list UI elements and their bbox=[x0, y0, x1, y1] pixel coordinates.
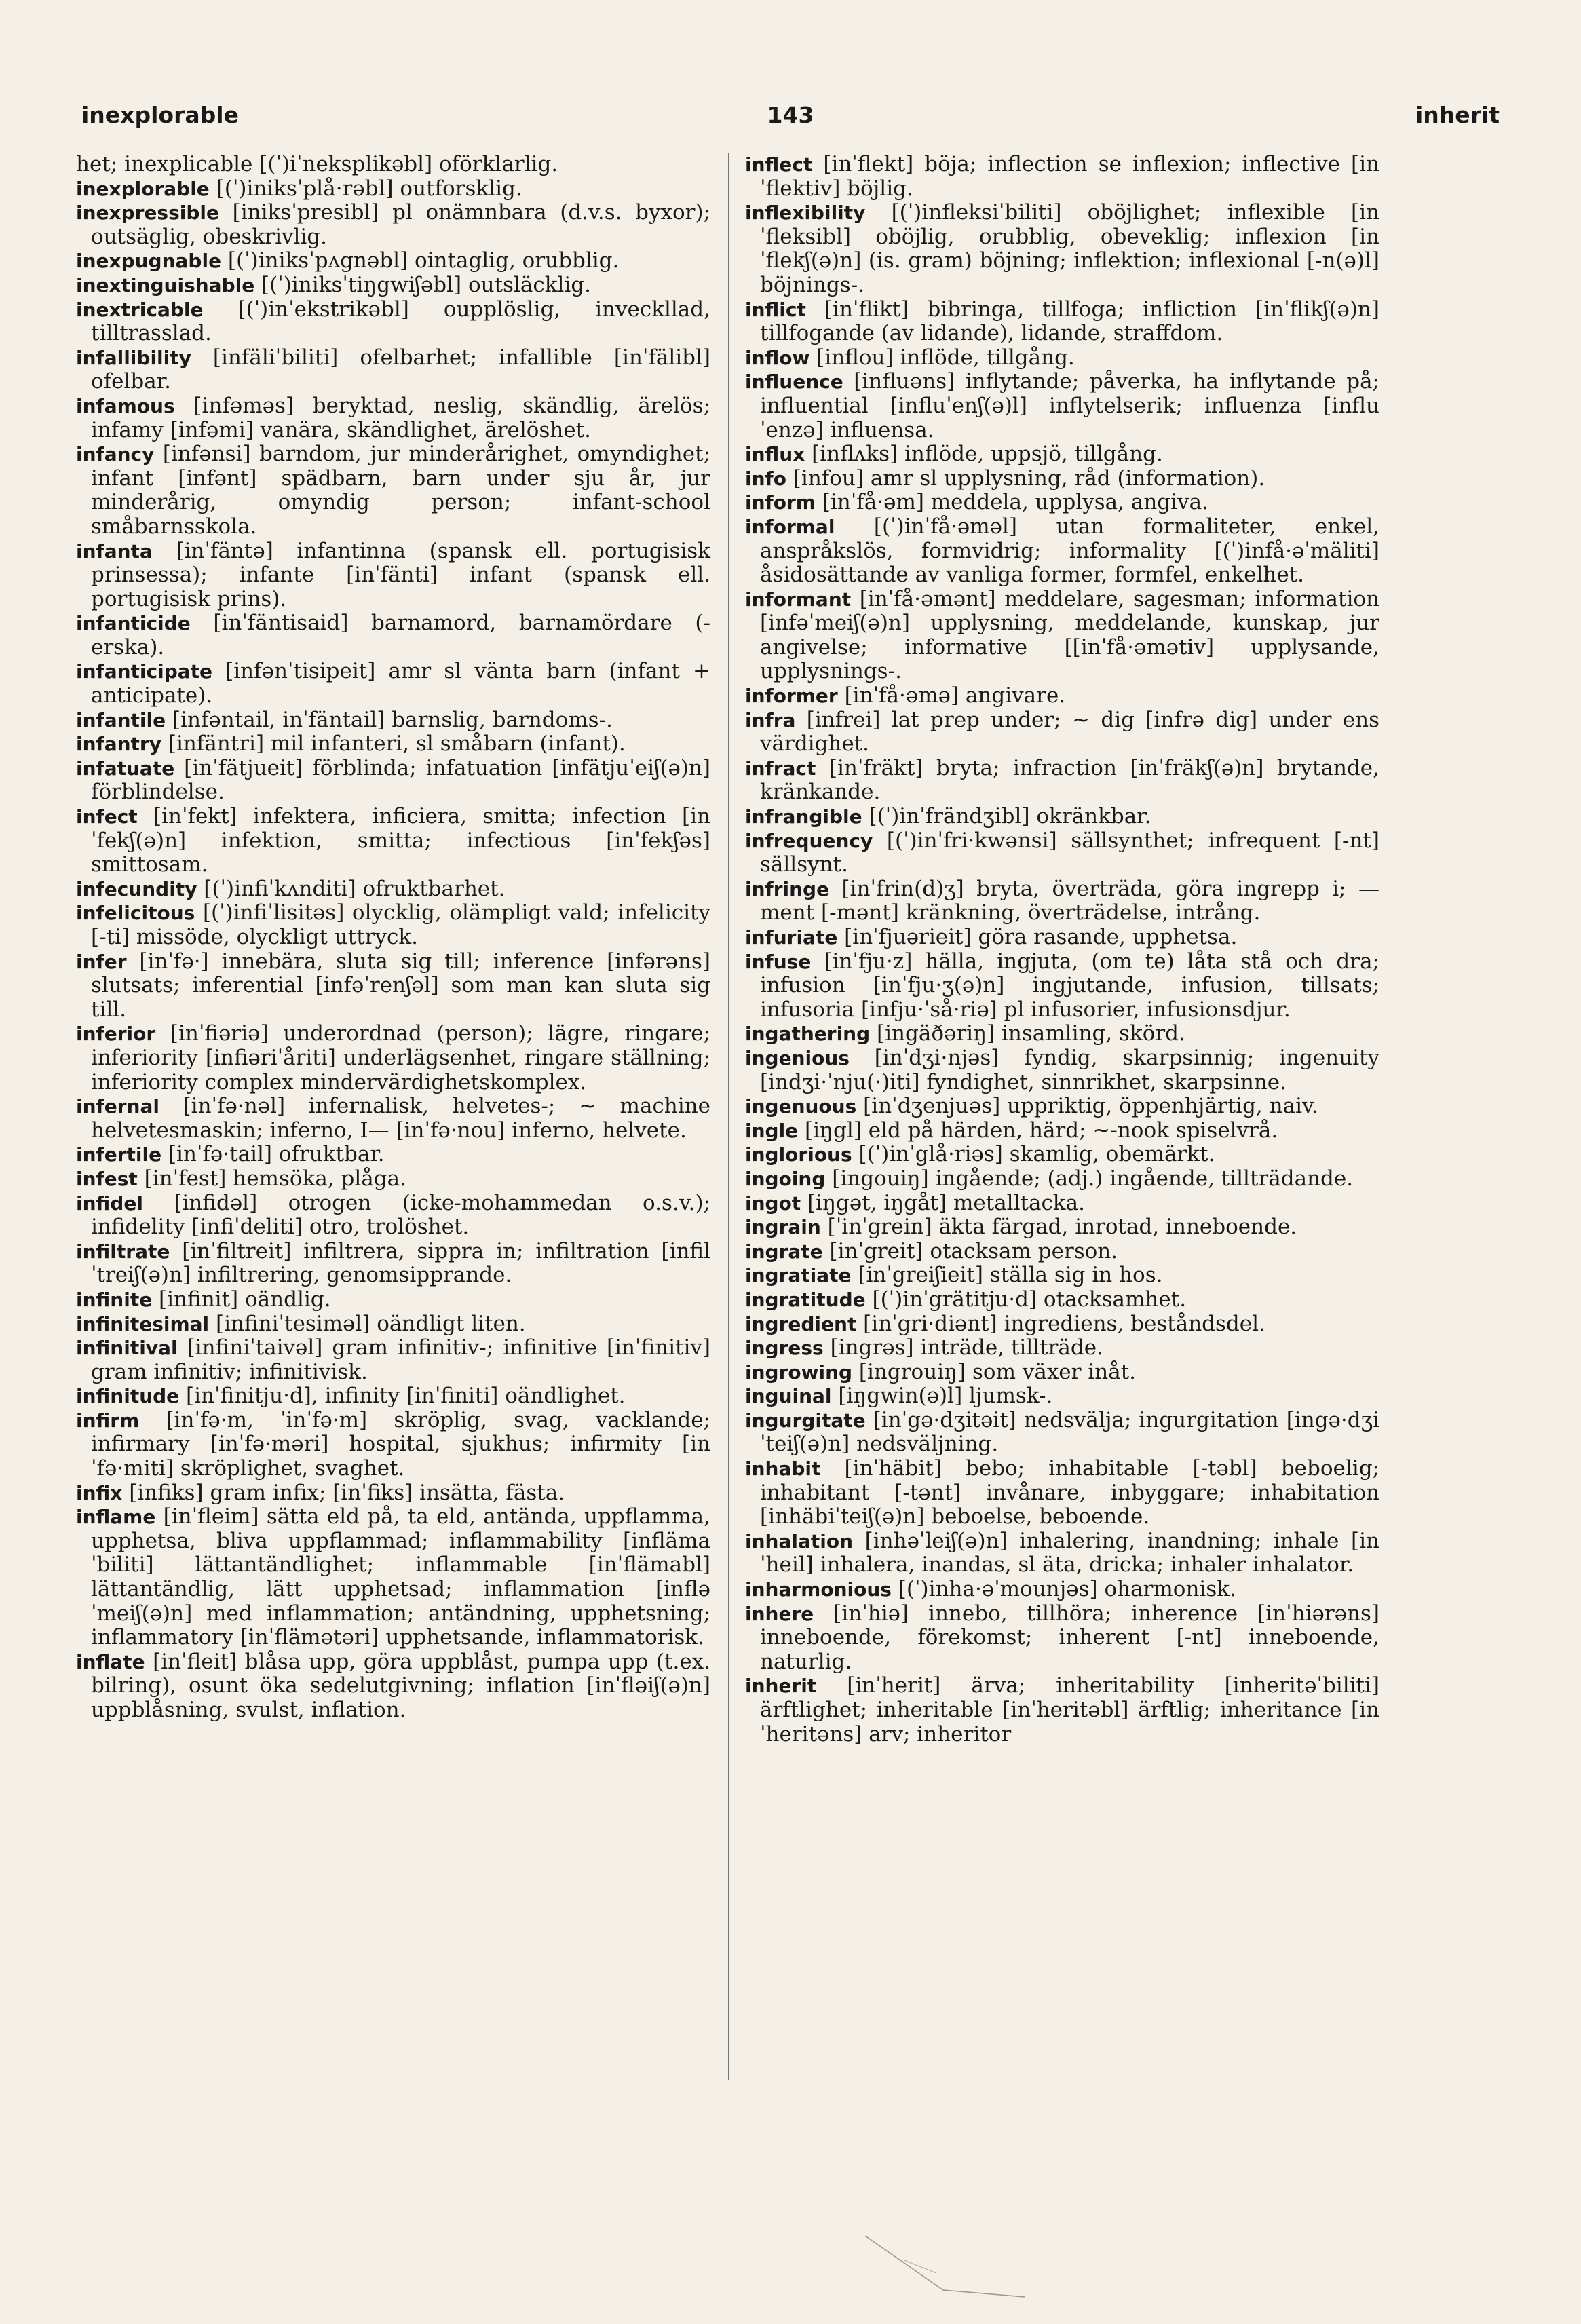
entry-definition: [(ˈ)iniksˈplå·rəbl] outforsklig. bbox=[209, 176, 522, 201]
entry-definition: [inˈfinitju·d], infinity [inˈfiniti] oändlighet. bbox=[179, 1384, 626, 1409]
entry-headword: infinite bbox=[76, 1288, 153, 1311]
entry-definition: [infiniˈtaivəl] gram infinitiv-; infinitive [inˈfinitiv] gram infinitiv; infinitivisk. bbox=[91, 1335, 710, 1384]
dictionary-entry bbox=[76, 153, 710, 177]
entry-headword: infrangible bbox=[745, 805, 862, 828]
entry-headword: ingathering bbox=[745, 1023, 871, 1046]
entry-definition: [inˈgreiʃieit] ställa sig in hos. bbox=[851, 1263, 1163, 1288]
entry-definition: [inˈfiəriə] underordnad (person); lägre, ringare; inferiority [infiəriˈåriti] underlägsenhet, ringare ställning; inferiority complex mindervärdighetskomplex. bbox=[91, 1021, 710, 1094]
entry-headword: infix bbox=[76, 1481, 123, 1504]
entry-headword: infamous bbox=[76, 394, 175, 417]
dictionary-entry bbox=[745, 1457, 1379, 1529]
dictionary-entry bbox=[76, 1022, 710, 1094]
entry-definition: [infou] amr sl upplysning, råd (information). bbox=[786, 465, 1265, 491]
dictionary-entry bbox=[76, 611, 710, 660]
dictionary-entry bbox=[745, 1167, 1379, 1192]
entry-definition: [inˈfə·m, ˈinˈfə·m] skröplig, svag, vacklande; infirmary [inˈfə·məri] hospital, sjukhus; infirmity [inˈfə·miti] skröplighet, svaghet. bbox=[91, 1407, 710, 1481]
dictionary-entry bbox=[745, 877, 1379, 926]
dictionary-entry bbox=[745, 1384, 1379, 1409]
entry-headword: inhalation bbox=[745, 1529, 854, 1552]
dictionary-entry bbox=[76, 950, 710, 1023]
entry-headword: informant bbox=[745, 588, 852, 611]
dictionary-entry bbox=[745, 467, 1379, 491]
right-column bbox=[745, 153, 1379, 1747]
dictionary-entry bbox=[745, 298, 1379, 346]
entry-headword: ingenious bbox=[745, 1046, 850, 1069]
dictionary-entry bbox=[76, 708, 710, 733]
entry-headword: infernal bbox=[76, 1095, 159, 1118]
dictionary-entry bbox=[745, 1119, 1379, 1143]
entry-headword: inherit bbox=[745, 1675, 817, 1698]
entry-headword: ingot bbox=[745, 1192, 801, 1215]
entry-definition: [inˈfekt] infektera, inficiera, smitta; infection [inˈfekʃ(ə)n] infektion, smitta; infectious [inˈfekʃəs] smittosam. bbox=[91, 804, 710, 877]
entry-definition: [inˈherit] ärva; inheritability [inheritəˈbiliti] ärftlighet; inheritable [inˈheritəbl] ärftlig; inheritance [inˈheritəns] arv; inheritor bbox=[760, 1673, 1379, 1747]
dictionary-entry bbox=[745, 442, 1379, 467]
dictionary-entry bbox=[745, 1094, 1379, 1119]
dictionary-entry bbox=[745, 1336, 1379, 1360]
column-divider bbox=[728, 153, 729, 2080]
entry-definition: [inˈfrin(d)ʒ] bryta, överträda, göra ingrepp i; —ment [-mənt] kränkning, överträdelse, intrång. bbox=[760, 876, 1379, 926]
dictionary-entry bbox=[745, 757, 1379, 805]
dictionary-entry bbox=[76, 1505, 710, 1650]
entry-definition: [inˈfå·əmə] angivare. bbox=[837, 683, 1066, 708]
entry-headword: inextinguishable bbox=[76, 273, 255, 297]
pencil-mark bbox=[862, 2232, 1031, 2300]
entry-headword: infancy bbox=[76, 443, 155, 466]
dictionary-entry bbox=[745, 153, 1379, 201]
dictionary-entry bbox=[76, 877, 710, 902]
entry-headword: inexpressible bbox=[76, 202, 219, 225]
entry-definition: [(ˈ)iniksˈpʌgnəbl] ointaglig, orubblig. bbox=[221, 248, 620, 273]
entry-headword: inflate bbox=[76, 1650, 145, 1673]
dictionary-entry bbox=[76, 298, 710, 346]
entry-definition: [inˈgə·dʒitəit] nedsvälja; ingurgitation [ingə·dʒiˈteiʃ(ə)n] nedsväljning. bbox=[760, 1407, 1379, 1457]
entry-definition: [(ˈ)inˈgrätitju·d] otacksamhet. bbox=[865, 1287, 1187, 1312]
entry-definition: [(ˈ)inˈfrändʒibl] okränkbar. bbox=[862, 804, 1151, 829]
entry-headword: infuse bbox=[745, 950, 812, 973]
entry-headword: inguinal bbox=[745, 1385, 832, 1408]
entry-definition: [inˈfə·] innebära, sluta sig till; inference [infərəns] slutsats; inferential [infəˈrenʃəl] som man kan sluta sig till. bbox=[91, 949, 710, 1022]
entry-definition: [infənˈtisipeit] amr sl vänta barn (infant + anticipate). bbox=[91, 659, 710, 708]
entry-definition: [infəntail, inˈfäntail] barnslig, barndoms-. bbox=[166, 707, 613, 732]
entry-headword: infertile bbox=[76, 1143, 162, 1166]
dictionary-entry bbox=[76, 1167, 710, 1192]
entry-headword: inform bbox=[745, 491, 816, 514]
entry-definition: [infäliˈbiliti] ofelbarhet; infallible [inˈfälibl] ofelbar. bbox=[91, 345, 710, 394]
entry-headword: ingle bbox=[745, 1119, 799, 1142]
entry-headword: inhabit bbox=[745, 1458, 821, 1481]
entry-definition: [inˈgreit] otacksam person. bbox=[822, 1238, 1118, 1263]
entry-definition: [ingrouiŋ] som växer inåt. bbox=[852, 1359, 1137, 1384]
entry-headword: infrequency bbox=[745, 829, 873, 852]
entry-headword: ingress bbox=[745, 1337, 824, 1360]
entry-headword: ingoing bbox=[745, 1167, 826, 1190]
header-right-guide-word: inherit bbox=[1415, 102, 1500, 128]
entry-headword: inextricable bbox=[76, 298, 204, 321]
entry-definition: [inˈfleit] blåsa upp, göra uppblåst, pumpa upp (t.ex. bilring), osunt öka sedelutgivning; inflation [inˈfləiʃ(ə)n] uppblåsning, svulst, inflation. bbox=[91, 1649, 710, 1722]
entry-headword: infect bbox=[76, 805, 138, 828]
entry-headword: informer bbox=[745, 685, 838, 708]
entry-definition: [inˈfjuərieit] göra rasande, upphetsa. bbox=[837, 925, 1238, 949]
entry-definition: [inˈfə·tail] ofruktbar. bbox=[161, 1142, 385, 1167]
dictionary-entry bbox=[745, 684, 1379, 708]
dictionary-entry bbox=[76, 1650, 710, 1723]
entry-headword: infidel bbox=[76, 1192, 143, 1215]
entry-definition: [inˈfə·nəl] infernalisk, helvetes-; ~ machine helvetesmaskin; inferno, I— [inˈfə·nou] inferno, helvete. bbox=[91, 1094, 710, 1143]
entry-definition: [ˈinˈgrein] äkta färgad, inrotad, inneboende. bbox=[820, 1215, 1297, 1240]
left-column bbox=[76, 153, 710, 1723]
entry-headword: ingratitude bbox=[745, 1288, 866, 1311]
entry-definition: [(ˈ)infiˈkʌnditi] ofruktbarhet. bbox=[197, 876, 506, 901]
entry-headword: inhere bbox=[745, 1602, 814, 1625]
entry-definition: [infinit] oändlig. bbox=[152, 1287, 331, 1312]
entry-definition: [inflʌks] inflöde, uppsjö, tillgång. bbox=[805, 442, 1163, 467]
entry-definition: [(ˈ)infleksiˈbiliti] oböjlighet; inflexible [inˈfleksibl] oböjlig, orubblig, obeveklig; inflexion [inˈflekʃ(ə)n] (is. gram) böjning; inflektion; inflexional [-n(ə)l] böjnings-. bbox=[760, 200, 1379, 297]
entry-headword: infringe bbox=[745, 877, 830, 900]
entry-headword: inflow bbox=[745, 346, 810, 369]
dictionary-entry bbox=[745, 950, 1379, 1023]
dictionary-entry bbox=[76, 249, 710, 273]
entry-headword: infinitesimal bbox=[76, 1312, 210, 1335]
dictionary-entry bbox=[76, 757, 710, 805]
entry-definition: [inˈgri·diənt] ingrediens, beståndsdel. bbox=[856, 1311, 1265, 1336]
entry-definition: [infiniˈtesiməl] oändligt liten. bbox=[209, 1311, 526, 1336]
entry-definition: [inˈhiə] innebo, tillhöra; inherence [inˈhiərəns] inneboende, förekomst; inherent [-nt] inneboende, naturlig. bbox=[760, 1601, 1379, 1674]
dictionary-entry bbox=[76, 805, 710, 877]
entry-headword: infest bbox=[76, 1167, 138, 1190]
entry-definition: [inhəˈleiʃ(ə)n] inhalering, inandning; inhale [inˈheil] inhalera, inandas, sl äta, dricka; inhaler inhalator. bbox=[760, 1528, 1379, 1578]
page-number: 143 bbox=[767, 102, 814, 128]
dictionary-entry bbox=[745, 201, 1379, 297]
entry-definition: [infrei] lat prep under; ~ dig [infrə dig] under ens värdighet. bbox=[760, 707, 1379, 757]
entry-definition: [inˈfäntisaid] barnamord, barnamördare (-erska). bbox=[91, 611, 710, 660]
dictionary-entry bbox=[76, 1143, 710, 1167]
dictionary-entry bbox=[745, 1529, 1379, 1578]
entry-headword: infirm bbox=[76, 1409, 140, 1432]
dictionary-entry bbox=[745, 926, 1379, 950]
entry-headword: influx bbox=[745, 443, 805, 466]
entry-headword: infantry bbox=[76, 733, 161, 756]
entry-headword: infer bbox=[76, 950, 127, 973]
dictionary-entry bbox=[76, 660, 710, 708]
entry-definition: [inˈfätjueit] förblinda; infatuation [infätjuˈeiʃ(ə)n] förblindelse. bbox=[91, 755, 710, 805]
dictionary-entry bbox=[745, 588, 1379, 684]
entry-headword: ingredient bbox=[745, 1312, 857, 1335]
dictionary-entry bbox=[745, 491, 1379, 515]
entry-definition: [inˈfäntə] infantinna (spansk ell. portugisisk prinsessa); infante [inˈfänti] infant (spansk ell. portugisisk prins). bbox=[91, 538, 710, 611]
entry-definition: [ingrəs] inträde, tillträde. bbox=[823, 1335, 1103, 1360]
entry-headword: infantile bbox=[76, 708, 166, 731]
entry-definition: [(ˈ)infiˈlisitəs] olycklig, olämpligt vald; infelicity [-ti] missöde, olyckligt uttryck. bbox=[91, 900, 710, 949]
entry-headword: infecundity bbox=[76, 877, 197, 900]
entry-headword: ingurgitate bbox=[745, 1409, 866, 1432]
entry-definition: [iŋgət, iŋgåt] metalltacka. bbox=[801, 1190, 1085, 1215]
dictionary-entry bbox=[745, 1215, 1379, 1240]
dictionary-entry bbox=[76, 539, 710, 612]
entry-headword: infanta bbox=[76, 539, 153, 563]
dictionary-entry bbox=[745, 1360, 1379, 1385]
dictionary-entry bbox=[745, 1602, 1379, 1675]
entry-headword: infanticipate bbox=[76, 660, 213, 683]
entry-headword: infuriate bbox=[745, 926, 838, 949]
dictionary-entry bbox=[76, 442, 710, 539]
dictionary-entry bbox=[76, 177, 710, 202]
entry-headword: infallibility bbox=[76, 346, 191, 369]
entry-definition: [(ˈ)iniksˈtiŋgwiʃəbl] outsläcklig. bbox=[254, 272, 592, 297]
dictionary-entry bbox=[76, 1312, 710, 1337]
entry-definition: [infəməs] beryktad, neslig, skändlig, ärelös; infamy [infəmi] vanära, skändlighet, ärelöshet. bbox=[91, 393, 710, 442]
entry-headword: inflame bbox=[76, 1506, 156, 1529]
entry-definition: [inˈfiltreit] infiltrera, sippra in; infiltration [infilˈtreiʃ(ə)n] infiltrering, genomsipprande. bbox=[91, 1238, 710, 1288]
page-header bbox=[81, 102, 1500, 136]
dictionary-entry bbox=[76, 1384, 710, 1409]
entry-definition: [iŋgwin(ə)l] ljumsk-. bbox=[831, 1384, 1053, 1409]
entry-headword: influence bbox=[745, 370, 843, 394]
dictionary-entry bbox=[745, 1022, 1379, 1046]
dictionary-entry bbox=[745, 1240, 1379, 1264]
dictionary-entry bbox=[76, 201, 710, 249]
entry-headword: infra bbox=[745, 708, 796, 731]
dictionary-entry bbox=[76, 273, 710, 298]
dictionary-entry bbox=[745, 1312, 1379, 1337]
entry-definition: [inˈdʒenjuəs] uppriktig, öppenhjärtig, naiv. bbox=[856, 1094, 1318, 1119]
dictionary-entry bbox=[745, 829, 1379, 877]
entry-headword: infelicitous bbox=[76, 902, 195, 925]
entry-definition: [inˈflekt] böja; inflection se inflexion; inflective [inˈflektiv] böjlig. bbox=[760, 152, 1379, 201]
entry-headword: ingrain bbox=[745, 1216, 821, 1239]
dictionary-entry bbox=[76, 732, 710, 757]
entry-definition: het; inexplicable [(ˈ)iˈneksplikəbl] oförklarlig. bbox=[76, 152, 558, 176]
entry-definition: [inˈfest] hemsöka, plåga. bbox=[137, 1166, 406, 1191]
entry-definition: [inflou] inflöde, tillgång. bbox=[809, 345, 1075, 370]
dictionary-entry bbox=[745, 1046, 1379, 1094]
dictionary-entry bbox=[745, 370, 1379, 442]
entry-definition: [inˈfleim] sätta eld på, ta eld, antända, uppflamma, upphetsa, bliva uppflammad; inflammability [inflämaˈbiliti] lättantändlighet; inflammable [inˈflämabl] lättantändlig, lätt upphetsad; inflammation [infləˈmeiʃ(ə)n] med inflammation; antändning, upphetsning; inflammatory [inˈflämətəri] upphetsande, inflammatorisk. bbox=[91, 1504, 710, 1650]
entry-headword: infiltrate bbox=[76, 1240, 170, 1263]
entry-definition: [(ˈ)inˈekstrikəbl] oupplöslig, inveckllad, tilltrasslad. bbox=[91, 297, 710, 346]
entry-headword: inglorious bbox=[745, 1143, 852, 1166]
entry-headword: infinitival bbox=[76, 1337, 178, 1360]
entry-headword: inexpugnable bbox=[76, 250, 222, 273]
entry-definition: [iniksˈpresibl] pl onämnbara (d.v.s. byxor); outsäglig, obeskrivlig. bbox=[91, 200, 710, 249]
entry-headword: ingrate bbox=[745, 1240, 823, 1263]
entry-definition: [(ˈ)inˈfå·əməl] utan formaliteter, enkel, anspråkslös, formvidrig; informality [(ˈ)infå·əˈmäliti] åsidosättande av vanliga former, formfel, enkelhet. bbox=[760, 514, 1379, 588]
entry-definition: [(ˈ)inˈglå·riəs] skamlig, obemärkt. bbox=[852, 1142, 1215, 1167]
dictionary-entry bbox=[745, 1674, 1379, 1747]
dictionary-entry bbox=[76, 901, 710, 949]
entry-headword: ingratiate bbox=[745, 1264, 852, 1287]
dictionary-entry bbox=[76, 346, 710, 394]
dictionary-entry bbox=[745, 1578, 1379, 1602]
entry-definition: [inˈdʒi·njəs] fyndig, skarpsinnig; ingenuity [indʒi·ˈnju(·)iti] fyndighet, sinnrikhet, skarpsinne. bbox=[760, 1045, 1379, 1094]
entry-definition: [inˈflikt] bibringa, tillfoga; infliction [inˈflikʃ(ə)n] tillfogande (av lidande), lidande, straffdom. bbox=[760, 297, 1379, 346]
entry-headword: inflict bbox=[745, 298, 806, 321]
dictionary-entry bbox=[745, 1263, 1379, 1288]
entry-definition: [infənsi] barndom, jur minderårighet, omyndighet; infant [infənt] spädbarn, barn under sju år, jur minderårig, omyndig person; infant-school småbarnsskola. bbox=[91, 442, 710, 539]
entry-definition: [ingäðəriŋ] insamling, skörd. bbox=[870, 1021, 1185, 1046]
dictionary-entry bbox=[745, 805, 1379, 829]
entry-headword: ingenuous bbox=[745, 1095, 857, 1118]
entry-headword: inflect bbox=[745, 153, 813, 176]
entry-headword: inflexibility bbox=[745, 202, 866, 225]
entry-definition: [inˈhäbit] bebo; inhabitable [-təbl] beboelig; inhabitant [-tənt] invånare, inbyggare; inhabitation [inhäbiˈteiʃ(ə)n] beboelse, beboende. bbox=[760, 1456, 1379, 1529]
entry-headword: infanticide bbox=[76, 612, 191, 635]
dictionary-entry bbox=[745, 1192, 1379, 1216]
entry-definition: [inˈfå·əm] meddela, upplysa, angiva. bbox=[815, 490, 1208, 515]
dictionary-entry bbox=[745, 1409, 1379, 1457]
dictionary-entry bbox=[76, 1192, 710, 1240]
dictionary-entry bbox=[745, 346, 1379, 370]
entry-definition: [inˈfräkt] bryta; infraction [inˈfräkʃ(ə)n] brytande, kränkande. bbox=[760, 755, 1379, 805]
entry-headword: infract bbox=[745, 757, 816, 780]
entry-definition: [ingouiŋ] ingående; (adj.) ingående, tillträdande. bbox=[825, 1166, 1354, 1191]
entry-definition: [(ˈ)inha·əˈmounjəs] oharmonisk. bbox=[891, 1577, 1236, 1602]
dictionary-entry bbox=[76, 1481, 710, 1506]
dictionary-entry bbox=[745, 708, 1379, 757]
entry-definition: [iŋgl] eld på härden, härd; ~-nook spiselvrå. bbox=[798, 1118, 1278, 1143]
entry-headword: ingrowing bbox=[745, 1360, 853, 1384]
dictionary-entry bbox=[76, 1336, 710, 1384]
entry-headword: inferior bbox=[76, 1023, 156, 1046]
dictionary-entry bbox=[745, 1143, 1379, 1167]
entry-definition: [infiks] gram infix; [inˈfiks] insätta, fästa. bbox=[122, 1480, 565, 1505]
dictionary-entry bbox=[76, 1094, 710, 1143]
dictionary-entry bbox=[745, 1288, 1379, 1312]
entry-headword: info bbox=[745, 467, 786, 490]
entry-headword: inexplorable bbox=[76, 177, 210, 200]
header-left-guide-word: inexplorable bbox=[81, 102, 239, 128]
dictionary-entry bbox=[76, 394, 710, 442]
dictionary-entry bbox=[76, 1288, 710, 1312]
entry-definition: [(ˈ)inˈfri·kwənsi] sällsynthet; infrequent [-nt] sällsynt. bbox=[760, 828, 1379, 877]
entry-definition: [infidəl] otrogen (icke-mohammedan o.s.v.); infidelity [infiˈdeliti] otro, trolöshet. bbox=[91, 1190, 710, 1240]
entry-definition: [inˈfå·əmənt] meddelare, sagesman; information [infəˈmeiʃ(ə)n] upplysning, meddelande, kunskap, jur angivelse; informative [[inˈfå·əmətiv] upplysande, upplysnings-. bbox=[760, 586, 1379, 684]
entry-headword: infatuate bbox=[76, 757, 175, 780]
entry-headword: informal bbox=[745, 515, 835, 538]
entry-headword: infinitude bbox=[76, 1385, 180, 1408]
dictionary-entry bbox=[76, 1409, 710, 1481]
dictionary-entry bbox=[745, 515, 1379, 588]
dictionary-entry bbox=[76, 1240, 710, 1288]
entry-definition: [influəns] inflytande; påverka, ha inflytande på; influential [influˈenʃ(ə)l] inflytelserik; influenza [influˈenzə] influensa. bbox=[760, 369, 1379, 442]
entry-headword: inharmonious bbox=[745, 1578, 892, 1601]
entry-definition: [infäntri] mil infanteri, sl småbarn (infant). bbox=[161, 731, 626, 757]
entry-definition: [inˈfju·z] hälla, ingjuta, (om te) låta stå och dra; infusion [inˈfju·ʒ(ə)n] ingjutande, infusion, tillsats; infusoria [infju·ˈså·riə] pl infusorier, infusionsdjur. bbox=[760, 949, 1379, 1022]
